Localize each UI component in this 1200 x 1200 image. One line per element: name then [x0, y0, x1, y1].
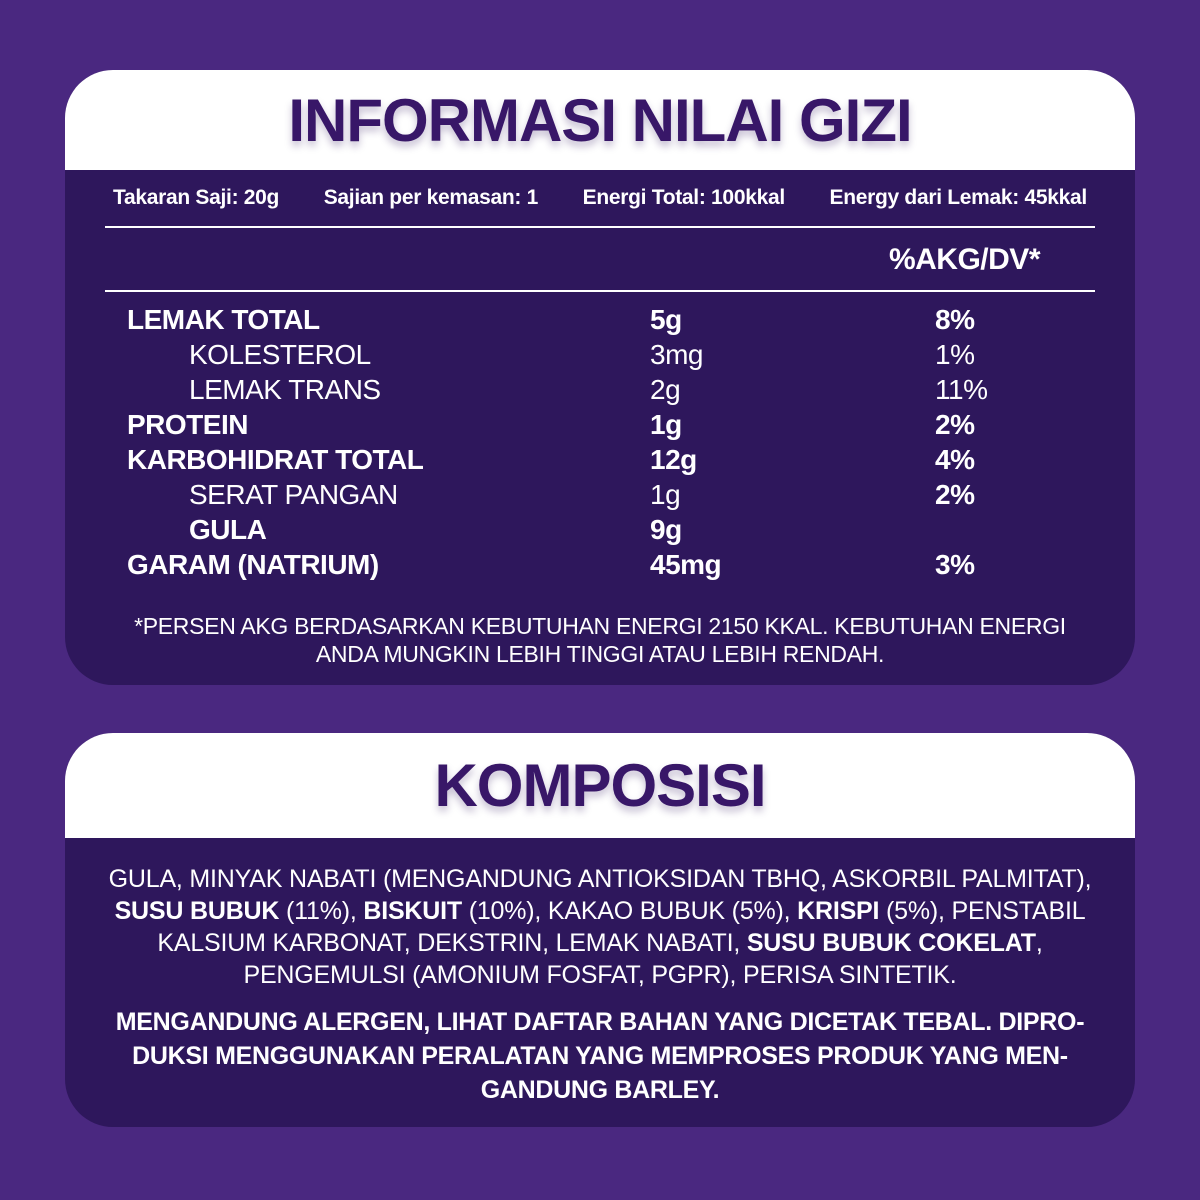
ingredient-allergen-segment: BISKUIT	[363, 897, 462, 925]
composition-header	[65, 733, 1135, 838]
nutrient-value: 1g	[650, 408, 682, 440]
composition-body	[65, 863, 1135, 1107]
nutrient-dv: 2%	[935, 408, 975, 440]
ingredients-text	[100, 863, 1100, 991]
ingredient-segment: (10%), KAKAO BUBUK (5%),	[461, 897, 798, 925]
composition-card	[65, 733, 1135, 1127]
ingredient-allergen-segment: SUSU BUBUK COKELAT	[746, 929, 1036, 957]
nutrient-row	[65, 372, 1135, 407]
nutrition-facts-card	[65, 70, 1135, 685]
nutrient-dv: 11%	[935, 373, 988, 405]
nutrient-dv: 4%	[935, 443, 975, 475]
nutrient-label: KARBOHIDRAT TOTAL	[127, 443, 424, 475]
serving-info-item: Energy dari Lemak: 45kkal	[829, 186, 1087, 209]
nutrient-dv: 2%	[935, 478, 975, 510]
nutrient-value: 2g	[650, 373, 681, 405]
nutrient-row	[65, 512, 1135, 547]
serving-info-item: Energi Total: 100kkal	[582, 186, 785, 209]
divider-under-header	[105, 290, 1095, 292]
nutrient-value: 1g	[650, 478, 681, 510]
ingredient-allergen-segment: SUSU BUBUK	[114, 897, 280, 925]
nutrient-dv: 8%	[935, 303, 975, 335]
nutrient-label: KOLESTEROL	[189, 338, 371, 370]
nutrient-dv: 3%	[935, 548, 975, 580]
nutrient-row	[65, 442, 1135, 477]
nutrient-row	[65, 407, 1135, 442]
serving-info-item: Takaran Saji: 20g	[113, 186, 280, 209]
nutrient-value: 12g	[650, 443, 697, 475]
nutrient-value: 45mg	[650, 548, 722, 580]
dv-column-header: %AKG/DV*	[888, 243, 1040, 276]
nutrient-label: LEMAK TRANS	[189, 373, 381, 405]
nutrient-row	[65, 302, 1135, 337]
nutrient-dv: 1%	[935, 338, 975, 370]
nutrition-facts-title: INFORMASI NILAI GIZI	[288, 86, 912, 154]
ingredient-segment: (11%),	[279, 897, 364, 925]
nutrient-value: 5g	[650, 303, 682, 335]
nutrient-label: PROTEIN	[127, 408, 248, 440]
nutrient-value: 9g	[650, 513, 682, 545]
nutrient-label: SERAT PANGAN	[189, 478, 398, 510]
divider-top	[105, 226, 1095, 228]
nutrition-facts-header	[65, 70, 1135, 170]
nutrient-row	[65, 477, 1135, 512]
nutrient-label: GULA	[189, 513, 267, 545]
nutrient-value: 3mg	[650, 338, 703, 370]
nutrient-row	[65, 547, 1135, 582]
ingredient-segment: , PENGEMULSI (AMONIUM FOSFAT, PGPR), PERISA SINTETIK.	[243, 929, 1043, 989]
ingredient-allergen-segment: KRISPI	[797, 897, 880, 925]
serving-info-item: Sajian per kemasan: 1	[323, 186, 539, 209]
nutrient-label: LEMAK TOTAL	[127, 303, 320, 335]
nutrition-facts-body	[65, 186, 1135, 668]
nutrition-table	[65, 302, 1135, 582]
allergen-text: MENGANDUNG ALERGEN, LIHAT DAFTAR BAHAN YANG DICETAK TEBAL. DIPRO- DUKSI MENGGUNAKAN PERALATAN YANG MEMPROSES PRODUK YANG MEN- GANDUNG BARLEY.	[115, 1008, 1085, 1104]
nutrient-row	[65, 337, 1135, 372]
serving-info-row	[113, 186, 1087, 210]
akg-footnote: *PERSEN AKG BERDASARKAN KEBUTUHAN ENERGI 2150 KKAL. KEBUTUHAN ENERGI ANDA MUNGKIN LEBIH TINGGI ATAU LEBIH RENDAH.	[134, 613, 1066, 667]
composition-title: KOMPOSISI	[434, 752, 766, 819]
ingredient-segment: GULA, MINYAK NABATI (MENGANDUNG ANTIOKSIDAN TBHQ, ASKORBIL PALMITAT),	[108, 865, 1092, 893]
nutrient-label: GARAM (NATRIUM)	[127, 548, 379, 580]
ingredient-segment: (5%), PENSTABIL KALSIUM KARBONAT, DEKSTRIN, LEMAK NABATI,	[157, 897, 1086, 957]
